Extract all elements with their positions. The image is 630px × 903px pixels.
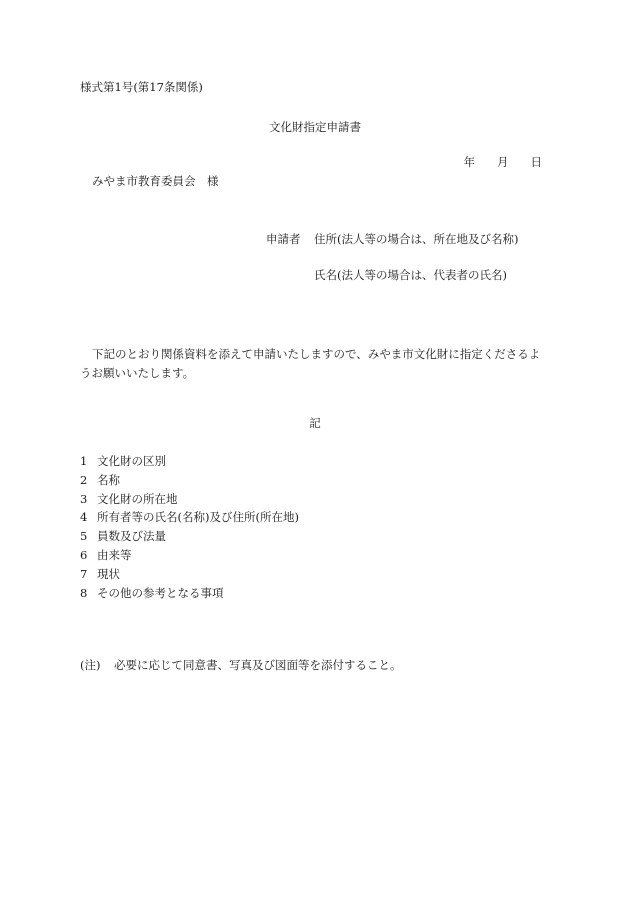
applicant-address-label: 住所(法人等の場合は、所在地及び名称): [314, 232, 519, 246]
item-text: 文化財の区別: [97, 454, 166, 468]
date-line: [464, 157, 543, 169]
note-label: (注): [80, 658, 101, 672]
item-text: 由来等: [97, 547, 132, 562]
item-text: その他の参考となる事項: [97, 585, 224, 600]
document-title: 文化財指定申請書: [269, 120, 361, 134]
item-number: 4: [80, 510, 88, 525]
item-number: 3: [80, 491, 88, 506]
date-year-label: 年: [463, 155, 475, 169]
note-text: 必要に応じて同意書、写真及び図面等を添付すること。: [114, 658, 402, 672]
item-number: 5: [80, 529, 88, 544]
request-body-text: 下記のとおり関係資料を添えて申請いたしますので、みやま市文化財に指定くださるようお願いいたします。: [80, 347, 541, 380]
item-text: 所有者等の氏名(名称)及び住所(所在地): [97, 510, 299, 525]
item-number: 8: [80, 585, 88, 600]
addressee: みやま市教育委員会 様: [92, 174, 219, 188]
applicant-name-label: 氏名(法人等の場合は、代表者の氏名): [314, 268, 507, 282]
item-text: 文化財の所在地: [97, 491, 178, 506]
item-text: 員数及び法量: [97, 529, 166, 544]
item-number: 6: [80, 547, 88, 562]
note: [80, 660, 402, 672]
ki-heading: 記: [309, 416, 321, 430]
item-list: [80, 456, 299, 606]
item-number: 2: [80, 472, 88, 487]
item-text: 名称: [97, 472, 120, 487]
applicant-label: 申請者: [266, 232, 301, 246]
date-day-label: 日: [530, 155, 542, 169]
form-number: 様式第1号(第17条関係): [80, 80, 203, 94]
item-number: 1: [80, 454, 88, 468]
date-month-label: 月: [497, 155, 509, 169]
item-number: 7: [80, 566, 88, 581]
list-item: [80, 585, 299, 607]
item-text: 現状: [97, 566, 120, 581]
